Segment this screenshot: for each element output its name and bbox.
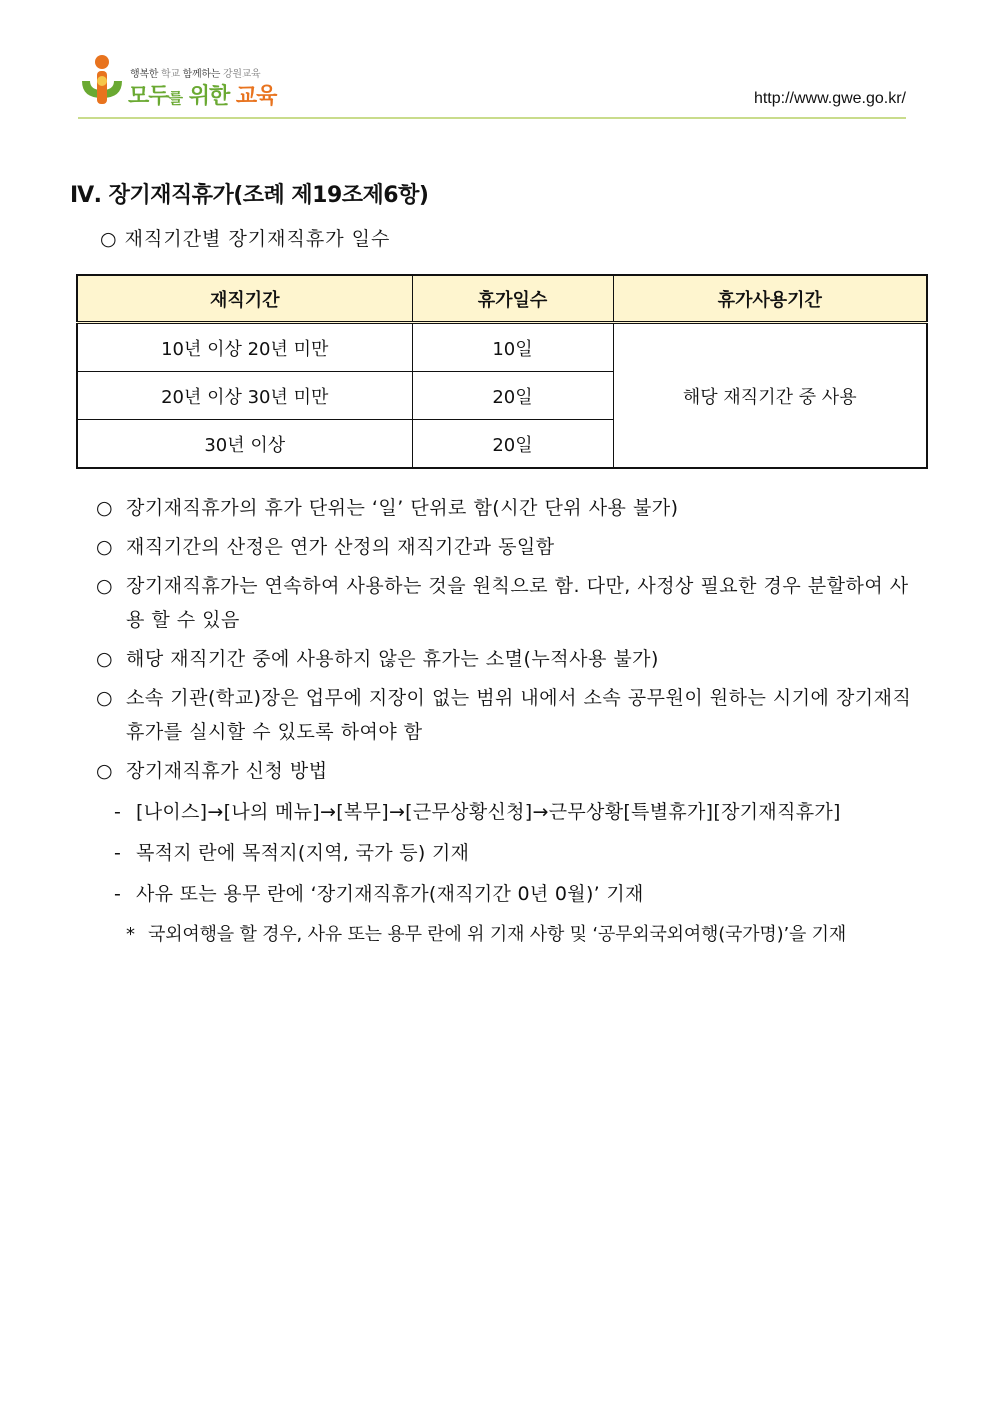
list-item <box>96 642 922 676</box>
method-step-text: 목적지 란에 목적지(지역, 국가 등) 기재 <box>136 842 470 864</box>
cell-days: 10일 <box>412 323 613 372</box>
gwe-logo <box>78 54 278 110</box>
bullet-marker: ○ <box>96 575 114 597</box>
leave-days-table <box>76 274 928 469</box>
dash-marker: - <box>114 842 122 864</box>
header-period: 재직기간 <box>77 275 412 323</box>
bullet-marker: ○ <box>96 687 114 709</box>
cell-period: 10년 이상 20년 미만 <box>77 323 412 372</box>
rules-list <box>96 491 922 952</box>
cell-days: 20일 <box>412 372 613 420</box>
header-days: 휴가일수 <box>412 275 613 323</box>
list-item <box>96 491 922 525</box>
method-step <box>96 795 922 829</box>
method-step <box>96 877 922 911</box>
list-item <box>96 530 922 564</box>
dash-marker: - <box>114 801 122 823</box>
table-subtitle <box>100 224 390 251</box>
bullet-marker: ○ <box>96 760 114 782</box>
bullet-marker: ○ <box>100 228 118 250</box>
cell-period: 20년 이상 30년 미만 <box>77 372 412 420</box>
logo-name: 모두를 위한 교육 <box>128 84 277 109</box>
logo-tagline: 행복한 학교 함께하는 강원교육 <box>130 69 261 80</box>
cell-usage-period: 해당 재직기간 중 사용 <box>613 323 927 469</box>
table-row <box>77 323 927 372</box>
bullet-marker: ○ <box>96 536 114 558</box>
subtitle-text: 재직기간별 장기재직휴가 일수 <box>124 228 391 250</box>
header-usage-period: 휴가사용기간 <box>613 275 927 323</box>
cell-days: 20일 <box>412 420 613 469</box>
list-item-text: 장기재직휴가 신청 방법 <box>126 760 328 782</box>
method-step-text: 사유 또는 용무 란에 ‘장기재직휴가(재직기간 0년 0월)’ 기재 <box>136 883 644 905</box>
table-header-row <box>77 275 927 323</box>
logo-person-icon <box>78 54 128 108</box>
dash-marker: - <box>114 883 122 905</box>
list-item-text: 장기재직휴가는 연속하여 사용하는 것을 원칙으로 함. 다만, 사정상 필요한 경우 분할하여 사용 할 수 있음 <box>126 575 909 631</box>
footnote-text: 국외여행을 할 경우, 사유 또는 용무 란에 위 기재 사항 및 ‘공무외국외여행(국가명)’을 기재 <box>148 924 847 945</box>
list-item <box>96 754 922 788</box>
list-item-text: 장기재직휴가의 휴가 단위는 ‘일’ 단위로 함(시간 단위 사용 불가) <box>126 497 679 519</box>
section-title: Ⅳ. 장기재직휴가(조례 제19조제6항) <box>70 183 429 208</box>
website-url: http://www.gwe.go.kr/ <box>753 90 906 107</box>
list-item <box>96 569 922 637</box>
page-header <box>78 54 906 120</box>
footnote <box>96 918 922 952</box>
cell-period: 30년 이상 <box>77 420 412 469</box>
bullet-marker: ○ <box>96 648 114 670</box>
method-step-text: [나이스]→[나의 메뉴]→[복무]→[근무상황신청]→근무상황[특별휴가][장기재직휴가] <box>136 801 841 823</box>
method-step <box>96 836 922 870</box>
list-item <box>96 681 922 749</box>
asterisk-marker: * <box>126 924 135 945</box>
list-item-text: 해당 재직기간 중에 사용하지 않은 휴가는 소멸(누적사용 불가) <box>126 648 659 670</box>
header-divider <box>78 117 906 119</box>
list-item-text: 소속 기관(학교)장은 업무에 지장이 없는 범위 내에서 소속 공무원이 원하는 시기에 장기재직휴가를 실시할 수 있도록 하여야 함 <box>126 687 912 743</box>
list-item-text: 재직기간의 산정은 연가 산정의 재직기간과 동일함 <box>126 536 555 558</box>
bullet-marker: ○ <box>96 497 114 519</box>
